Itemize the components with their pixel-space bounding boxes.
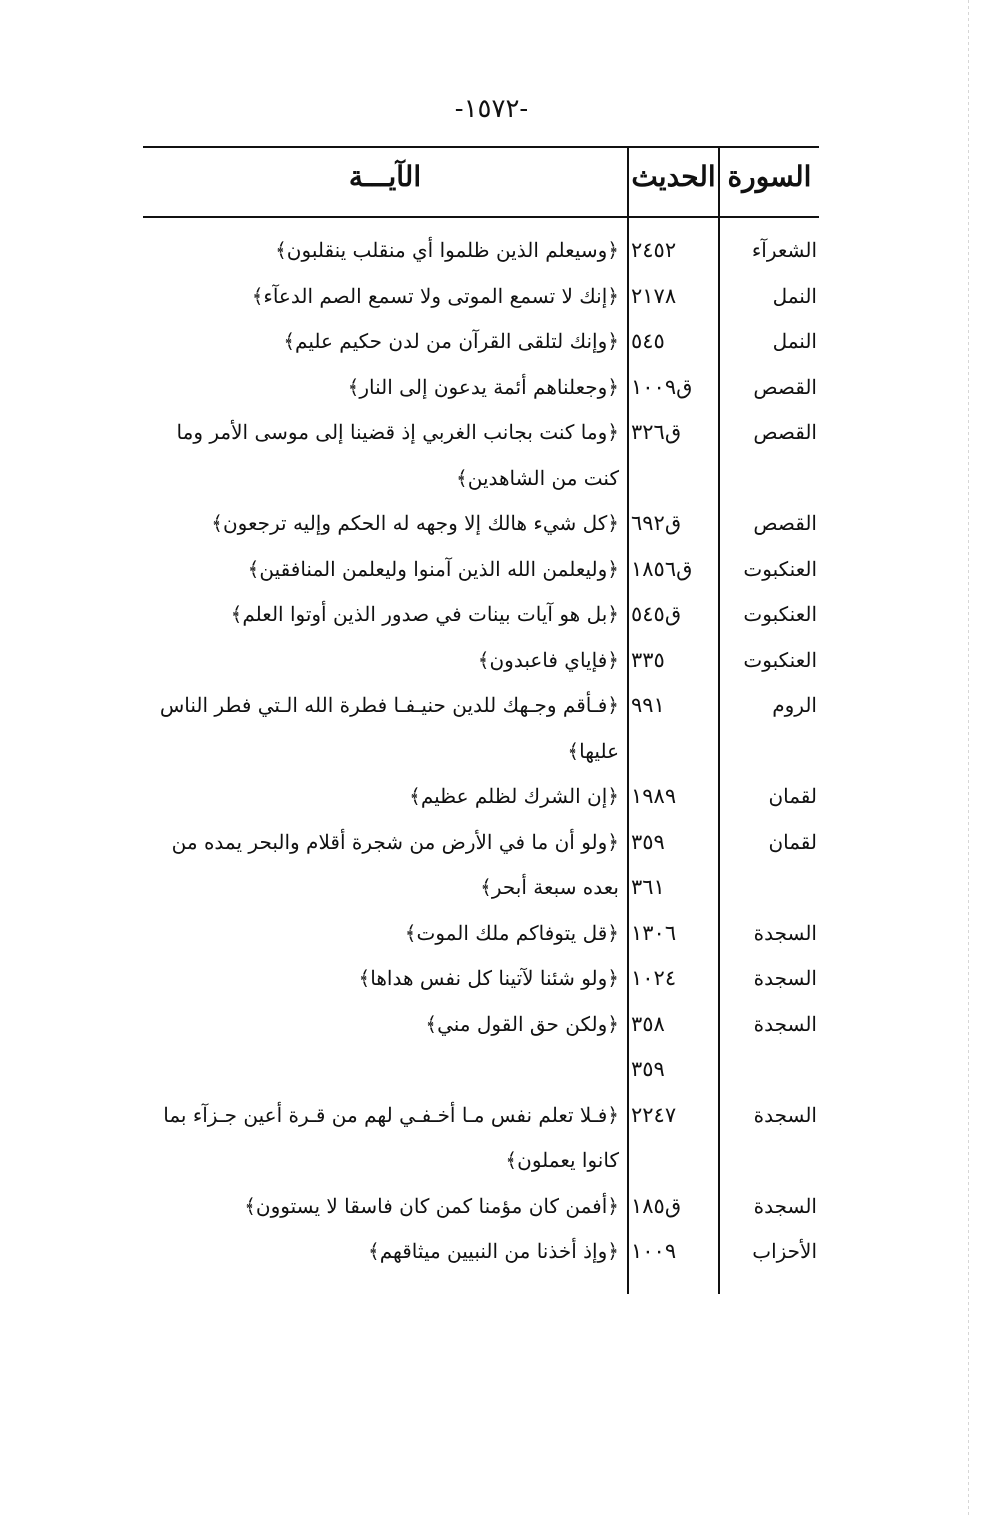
ayah-cell bbox=[145, 1047, 619, 1093]
ayah-cell: ﴿وجعلناهم أئمة يدعون إلى النار﴾ bbox=[347, 374, 619, 399]
hadith-cell: ١٩٨٩ bbox=[631, 784, 677, 808]
surah-cell: لقمان bbox=[768, 829, 817, 854]
hadith-cell: ٣٥٩ bbox=[631, 1057, 665, 1081]
ayah-cell: ﴿أفمن كان مؤمنا كمن كان فاسقا لا يستوون﴾ bbox=[244, 1193, 619, 1218]
ayah-cell: ﴿ولو أن ما في الأرض من شجرة أقلام والبحر يمده من bbox=[171, 829, 619, 854]
table-row bbox=[143, 683, 819, 774]
surah-cell: العنكبوت bbox=[743, 647, 817, 672]
surah-cell: السجدة bbox=[753, 1193, 817, 1218]
ayah-cell: ﴿وسيعلم الذين ظلموا أي منقلب ينقلبون﴾ bbox=[275, 238, 619, 262]
hadith-cell: ٢١٧٨ bbox=[631, 283, 677, 308]
table-row bbox=[143, 547, 819, 593]
table-row bbox=[143, 638, 819, 684]
header-surah: السورة bbox=[727, 160, 812, 193]
surah-cell: الروم bbox=[772, 693, 817, 717]
surah-cell: لقمان bbox=[768, 784, 817, 808]
surah-cell: السجدة bbox=[753, 966, 817, 990]
table-row bbox=[143, 501, 819, 547]
ayah-cell: ﴿ولو شئنا لآتينا كل نفس هداها﴾ bbox=[358, 966, 619, 990]
table-body bbox=[143, 228, 819, 1275]
ayah-cell: ﴿فـأقم وجـهك للدين حنيـفـا فطرة الله الـتي فطر الناس عليها﴾ bbox=[159, 693, 619, 763]
surah-cell: العنكبوت bbox=[743, 556, 817, 581]
surah-cell: القصص bbox=[753, 374, 817, 399]
table-row bbox=[143, 820, 819, 866]
hadith-cell: ٣٣٥ bbox=[631, 647, 665, 672]
hadith-cell: ق١٨٥ bbox=[631, 1193, 682, 1218]
table-row bbox=[143, 865, 819, 911]
table-row bbox=[143, 1093, 819, 1184]
surah-cell: القصص bbox=[753, 511, 817, 535]
hadith-cell: ق٥٤٥ bbox=[631, 602, 682, 626]
hadith-cell: ق٦٩٢ bbox=[631, 511, 682, 535]
hadith-cell: ٣٦١ bbox=[631, 875, 665, 899]
hadith-cell: ق١٠٠٩ bbox=[631, 374, 693, 399]
header-hadith: الحديث bbox=[631, 160, 716, 193]
hadith-cell: ١٠٠٩ bbox=[631, 1239, 677, 1263]
index-table bbox=[143, 146, 819, 1294]
hadith-cell: ق١٨٥٦ bbox=[631, 556, 693, 581]
surah-cell: السجدة bbox=[753, 1011, 817, 1036]
table-row bbox=[143, 319, 819, 365]
hadith-cell: ق٣٢٦ bbox=[631, 420, 682, 444]
table-row bbox=[143, 274, 819, 320]
surah-cell: النمل bbox=[772, 329, 817, 353]
table-row bbox=[143, 228, 819, 274]
hadith-cell: ٩٩١ bbox=[631, 693, 665, 717]
table-row bbox=[143, 1002, 819, 1048]
surah-cell: النمل bbox=[772, 283, 817, 308]
surah-cell: القصص bbox=[753, 420, 817, 444]
ayah-cell: بعده سبعة أبحر﴾ bbox=[480, 875, 619, 899]
hadith-cell: ١٠٢٤ bbox=[631, 966, 677, 990]
hadith-cell: ٥٤٥ bbox=[631, 329, 665, 353]
ayah-cell: ﴿فإياي فاعبدون﴾ bbox=[477, 647, 619, 672]
table-row bbox=[143, 1047, 819, 1093]
surah-cell: السجدة bbox=[753, 1102, 817, 1127]
ayah-cell: ﴿ولكن حق القول مني﴾ bbox=[425, 1011, 619, 1036]
table-row bbox=[143, 774, 819, 820]
table-row bbox=[143, 911, 819, 957]
surah-cell: الشعرآء bbox=[751, 238, 817, 262]
hadith-cell: ٣٥٨ bbox=[631, 1011, 665, 1036]
ayah-cell: ﴿بل هو آيات بينات في صدور الذين أوتوا العلم﴾ bbox=[230, 602, 619, 626]
table-row bbox=[143, 592, 819, 638]
hadith-cell: ٢٤٥٢ bbox=[631, 238, 677, 262]
table-row bbox=[143, 1229, 819, 1275]
hadith-cell: ١٣٠٦ bbox=[631, 920, 677, 945]
page-edge-line bbox=[968, 0, 969, 1517]
ayah-cell: ﴿وليعلمن الله الذين آمنوا وليعلمن المنافقين﴾ bbox=[247, 556, 619, 581]
header-ayah: الآيـــة bbox=[348, 160, 422, 193]
ayah-cell: ﴿كل شيء هالك إلا وجهه له الحكم وإليه ترجعون﴾ bbox=[211, 511, 619, 535]
ayah-cell: ﴿فـلا تعلم نفس مـا أخـفـي لهم من قـرة أعين جـزآء بما كانوا يعملون﴾ bbox=[163, 1102, 619, 1172]
surah-cell: السجدة bbox=[753, 920, 817, 945]
ayah-cell: ﴿قل يتوفاكم ملك الموت﴾ bbox=[404, 920, 619, 945]
surah-cell: العنكبوت bbox=[743, 602, 817, 626]
hadith-cell: ٢٢٤٧ bbox=[631, 1102, 677, 1127]
table-row bbox=[143, 365, 819, 411]
surah-cell: الأحزاب bbox=[752, 1239, 817, 1263]
page-number: -١٥٧٢- bbox=[454, 94, 529, 124]
ayah-cell: ﴿وما كنت بجانب الغربي إذ قضينا إلى موسى الأمر وما كنت من الشاهدين﴾ bbox=[176, 420, 619, 490]
table-row bbox=[143, 1184, 819, 1230]
table-row bbox=[143, 410, 819, 501]
ayah-cell: ﴿وإنك لتلقى القرآن من لدن حكيم عليم﴾ bbox=[283, 329, 619, 353]
hadith-cell: ٣٥٩ bbox=[631, 829, 665, 854]
ayah-cell: ﴿وإذ أخذنا من النبيين ميثاقهم﴾ bbox=[368, 1239, 619, 1263]
table-row bbox=[143, 956, 819, 1002]
ayah-cell: ﴿إن الشرك لظلم عظيم﴾ bbox=[409, 784, 619, 808]
ayah-cell: ﴿إنك لا تسمع الموتى ولا تسمع الصم الدعآء﴾ bbox=[251, 283, 619, 308]
